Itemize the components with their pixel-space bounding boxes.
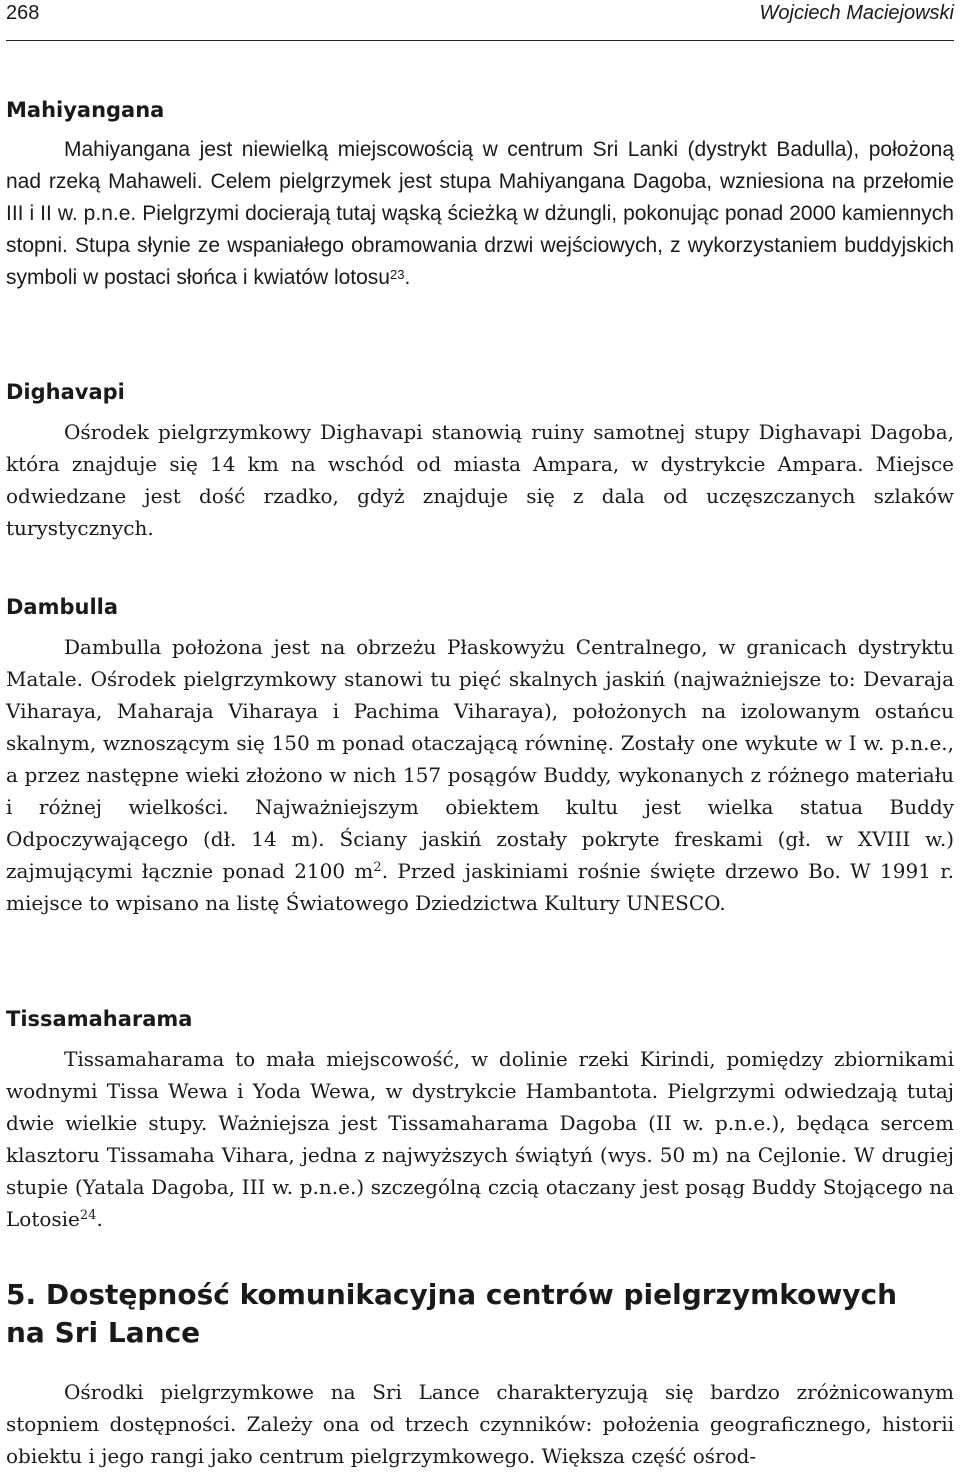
section-paragraph [6,134,954,294]
section-title: Dambulla [6,595,119,619]
page-number: 268 [6,2,40,24]
section-title: Mahiyangana [6,98,165,122]
paragraph-text-continued: . Przed jaskiniami rośnie święte drzewo Bo. W 1991 r. miejsce to wpisano na listę Światowego Dziedzictwa Kultury UNESCO. [6,859,954,915]
superscript: 2 [373,860,382,875]
section-paragraph [6,631,954,919]
section-title: Tissamaharama [6,1007,193,1031]
section-dighavapi [6,378,954,544]
section-mahiyangana [6,96,954,294]
chapter-5 [6,1276,954,1472]
chapter-title-line2: na Sri Lance [6,1316,201,1349]
paragraph-text: Dambulla położona jest na obrzeżu Płaskowyżu Centralnego, w granicach dystryktu Matale. Ośrodek pielgrzymkowy stanowi tu pięć skalnych jaskiń (najważniejsze to: Devaraja Viharaya, Maharaja Viharaya i Pachima Viharaya), położonych na izolowanym ostańcu skalnym, wznoszącym się 150 m ponad otaczającą równinę. Zostały one wykute w I w. p.n.e., a przez następne wieki złożono w nich 157 posągów Buddy, wykonanych z różnego materiału i różnej wielkości. Najważniejszym obiektem kultu jest wielka statua Buddy Odpoczywającego (dł. 14 m). Ściany jaskiń zostały pokryte freskami (gł. w XVIII w.) zajmującymi łącznie ponad 2100 m [6,635,954,883]
chapter-title [6,1276,954,1352]
section-tissamaharama [6,1005,954,1235]
section-dambulla [6,593,954,919]
section-paragraph [6,1043,954,1235]
paragraph-end: . [96,1207,103,1231]
paragraph-text: Mahiyangana jest niewielką miejscowością w centrum Sri Lanki (dystrykt Badulla), położoną nad rzeką Mahaweli. Celem pielgrzymek jest stupa Mahiyangana Dagoba, wzniesiona na przełomie III i II w. p.n.e. Pielgrzymi docierają tutaj wąską ścieżką w dżungli, pokonując ponad 2000 kamiennych stopni. Stupa słynie ze wspaniałego obramowania drzwi wejściowych, z wykorzystaniem buddyjskich symboli w postaci słońca i kwiatów lotosu [6,138,954,289]
section-title: Dighavapi [6,380,125,404]
paragraph-text: Tissamaharama to mała miejscowość, w dolinie rzeki Kirindi, pomiędzy zbiornikami wodnymi Tissa Wewa i Yoda Wewa, w dystrykcie Hambantota. Pielgrzymi odwiedzają tutaj dwie wielkie stupy. Ważniejsza jest Tissamaharama Dagoba (II w. p.n.e.), będąca sercem klasztoru Tissamaha Vihara, jedna z najwyższych świątyń (wys. 50 m) na Cejlonie. W drugiej stupie (Yatala Dagoba, III w. p.n.e.) szczególną czcią otaczany jest posąg Buddy Stojącego na Lotosie [6,1047,954,1231]
footnote-ref[interactable]: 23 [390,267,405,282]
page-header [6,2,954,28]
header-rule [6,40,954,41]
chapter-title-line1: 5. Dostępność komunikacyjna centrów pielgrzymkowych [6,1278,898,1311]
footnote-ref[interactable]: 24 [79,1208,97,1223]
running-head-author: Wojciech Maciejowski [759,2,954,24]
chapter-paragraph: Ośrodki pielgrzymkowe na Sri Lance charakteryzują się bardzo zróżnicowanym stopniem dostępności. Zależy ona od trzech czynników: położenia geograficznego, historii obiektu i jego rangi jako centrum pielgrzymkowego. Większa część ośrod- [6,1380,954,1468]
section-paragraph: Ośrodek pielgrzymkowy Dighavapi stanowią ruiny samotnej stupy Dighavapi Dagoba, która znajduje się 14 km na wschód od miasta Ampara, w dystrykcie Ampara. Miejsce odwiedzane jest dość rzadko, gdyż znajduje się z dala od uczęszczanych szlaków turystycznych. [6,420,954,540]
paragraph-end: . [404,266,411,289]
